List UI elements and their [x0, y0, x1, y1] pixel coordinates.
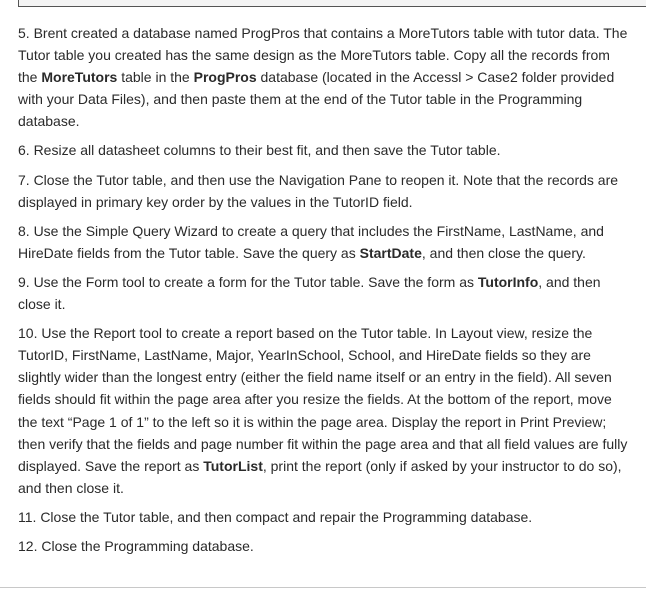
datasheet-table-fragment [0, 0, 646, 12]
step-7: 7. Close the Tutor table, and then use the Navigation Pane to reopen it. Note that the records are displayed in primary key order by the values in the TutorID field. [18, 171, 619, 210]
step-5: 5. Brent created a database named ProgPros that contains a MoreTutors table with tutor data. The Tutor table you created has the same design as the MoreTutors table. Copy all the records from the MoreTutors table in the ProgPros database (located in the Accessl > Case2 folder provided with your Data Files), and then paste them at the end of the Tutor table in the Programming database. [18, 25, 628, 130]
step-9: 9. Use the Form tool to create a form for the Tutor table. Save the form as TutorInfo, and then close it. [18, 273, 601, 313]
bottom-divider [0, 587, 646, 588]
table-row [18, 0, 646, 7]
step-6: 6. Resize all datasheet columns to their best fit, and then save the Tutor table. [18, 142, 501, 159]
step-11: 11. Close the Tutor table, and then compact and repair the Programming database. [18, 508, 533, 525]
step-8: 8. Use the Simple Query Wizard to create a query that includes the FirstName, LastName, and HireDate fields from the Tutor table. Save the query as StartDate, and then close the query. [18, 222, 604, 261]
instruction-steps [18, 22, 630, 564]
step-10: 10. Use the Report tool to create a report based on the Tutor table. In Layout view, resize the TutorID, FirstName, LastName, Major, YearInSchool, School, and HireDate fields so they are slightly wider than the longest entry (either the field name itself or an entry in the field). All seven fields should fit within the page area after you resize the fields. At the bottom of the report, move the text “Page 1 of 1” to the left so it is within the page area. Display the report in Print Preview; then verify that the fields and page number fit within the page area and that all field values are fully displayed. Save the report as TutorList, print the report (only if asked by your instructor to do so), and then close it. [18, 325, 628, 496]
step-12: 12. Close the Programming database. [18, 537, 254, 554]
